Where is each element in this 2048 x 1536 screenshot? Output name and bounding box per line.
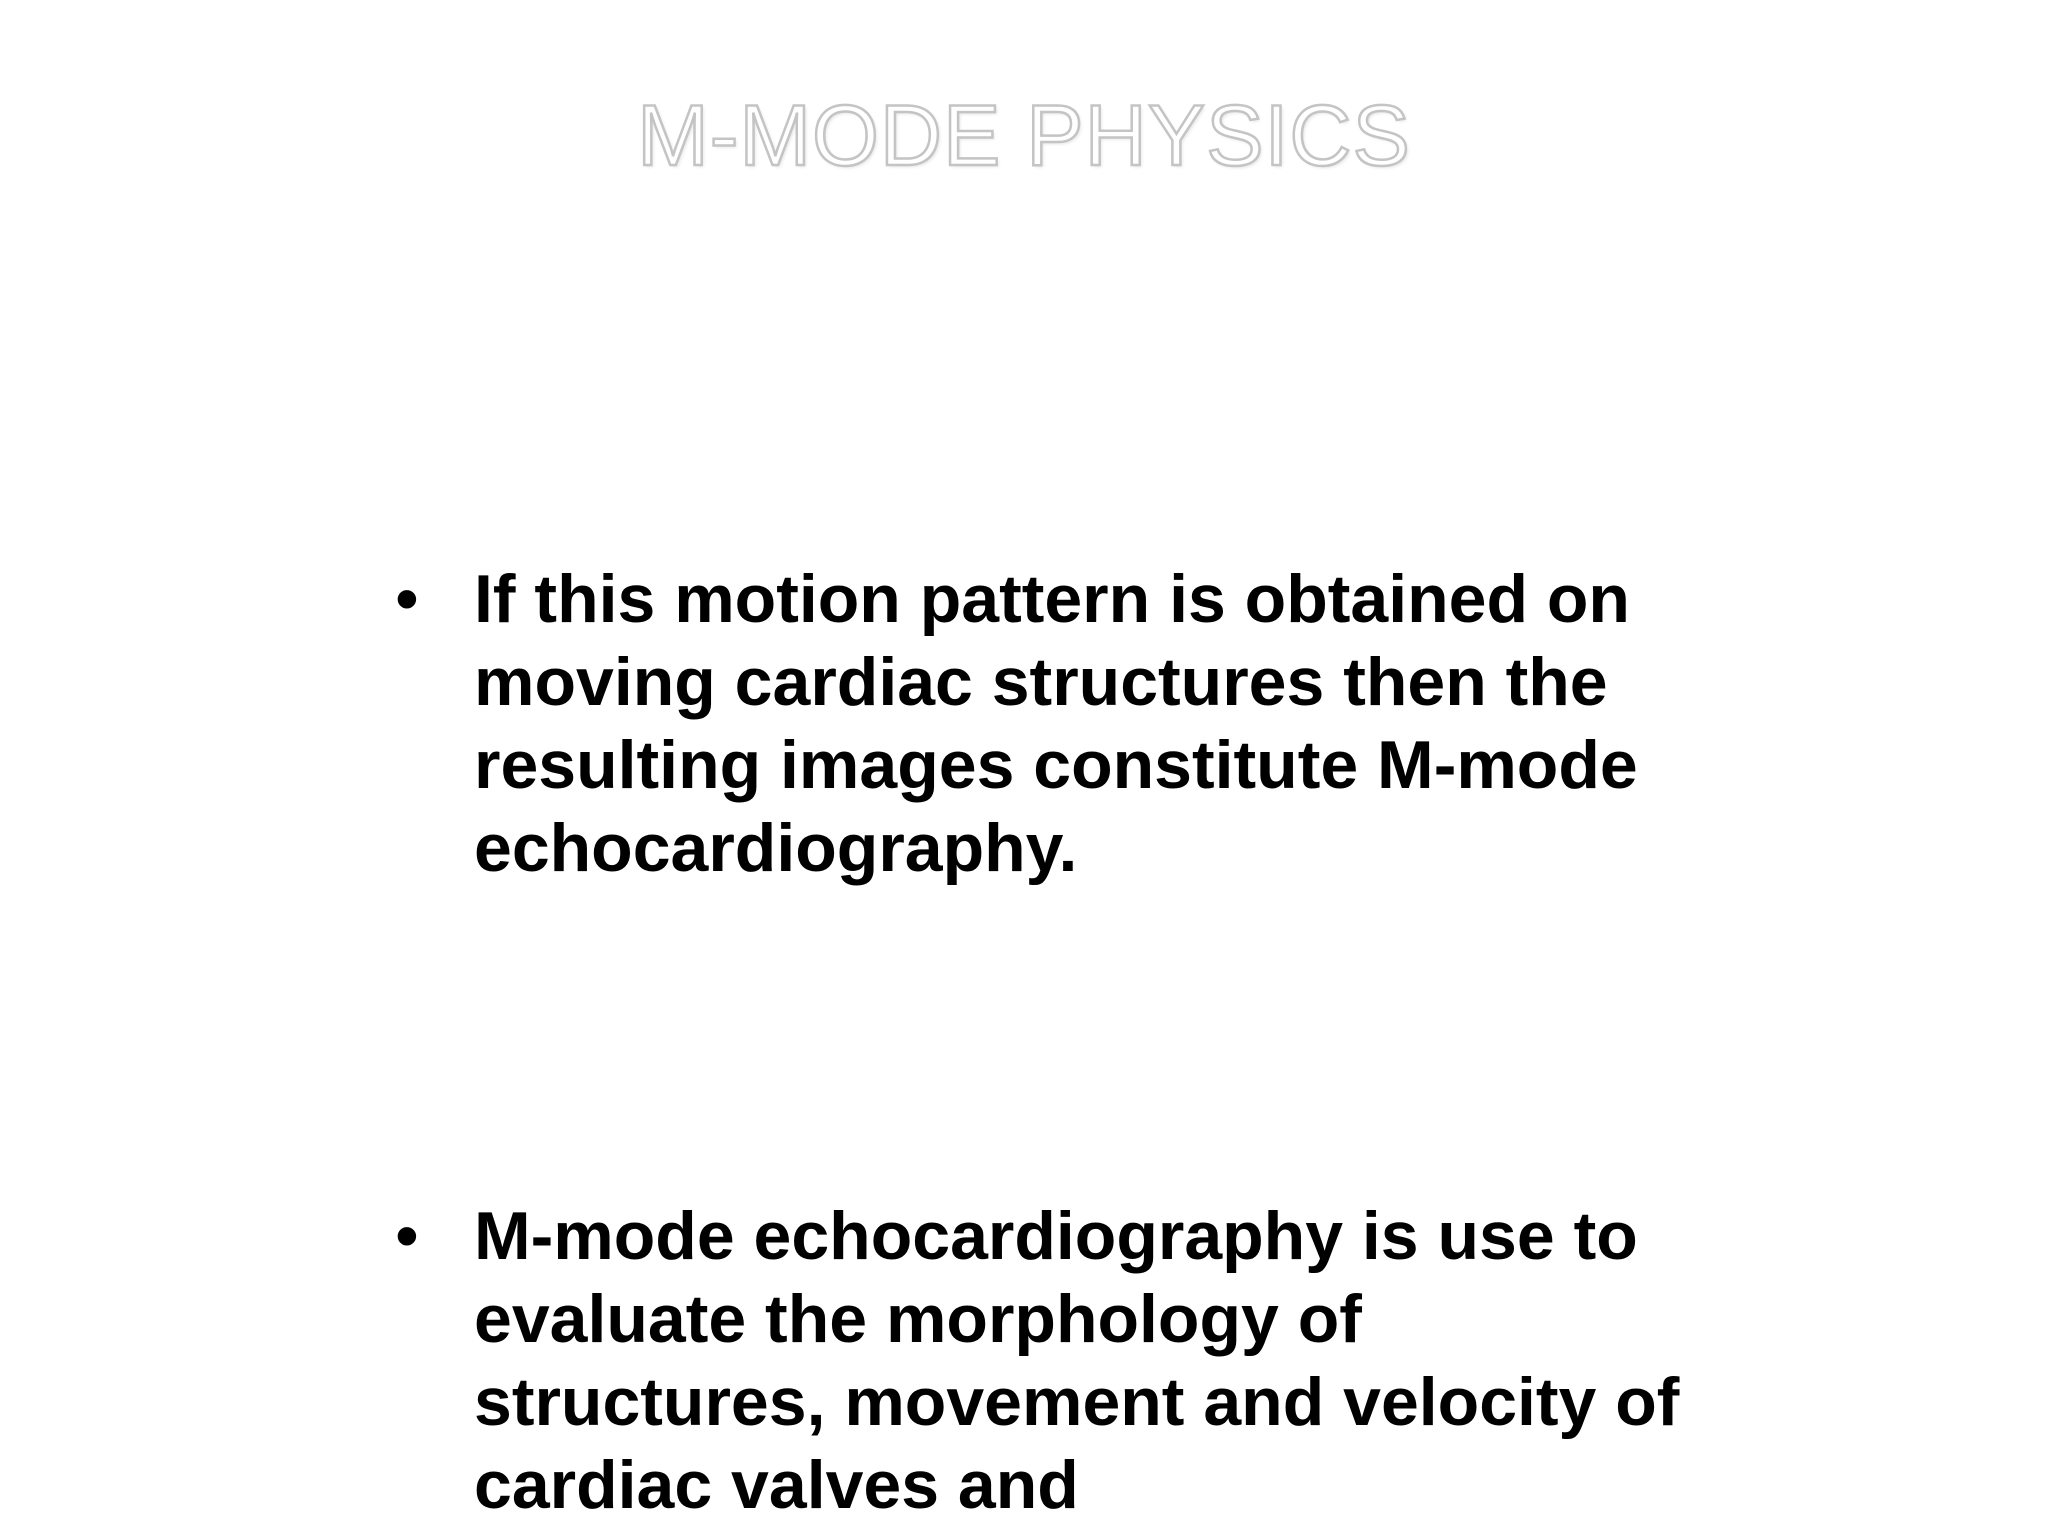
- bullet-marker: •: [395, 561, 419, 637]
- bullet-marker: •: [395, 1198, 419, 1274]
- bullet-item: [395, 558, 1715, 890]
- bullet-item: [395, 1195, 1715, 1527]
- slide-title: M-MODE PHYSICS: [637, 88, 1411, 184]
- bullet-text: M-mode echocardiography is use to evaluate the morphology of structures, movement and velocity of cardiac valves and: [474, 1198, 1680, 1523]
- bullet-text: If this motion pattern is obtained on moving cardiac structures then the resulting images constitute M-mode echocardiography.: [474, 561, 1638, 886]
